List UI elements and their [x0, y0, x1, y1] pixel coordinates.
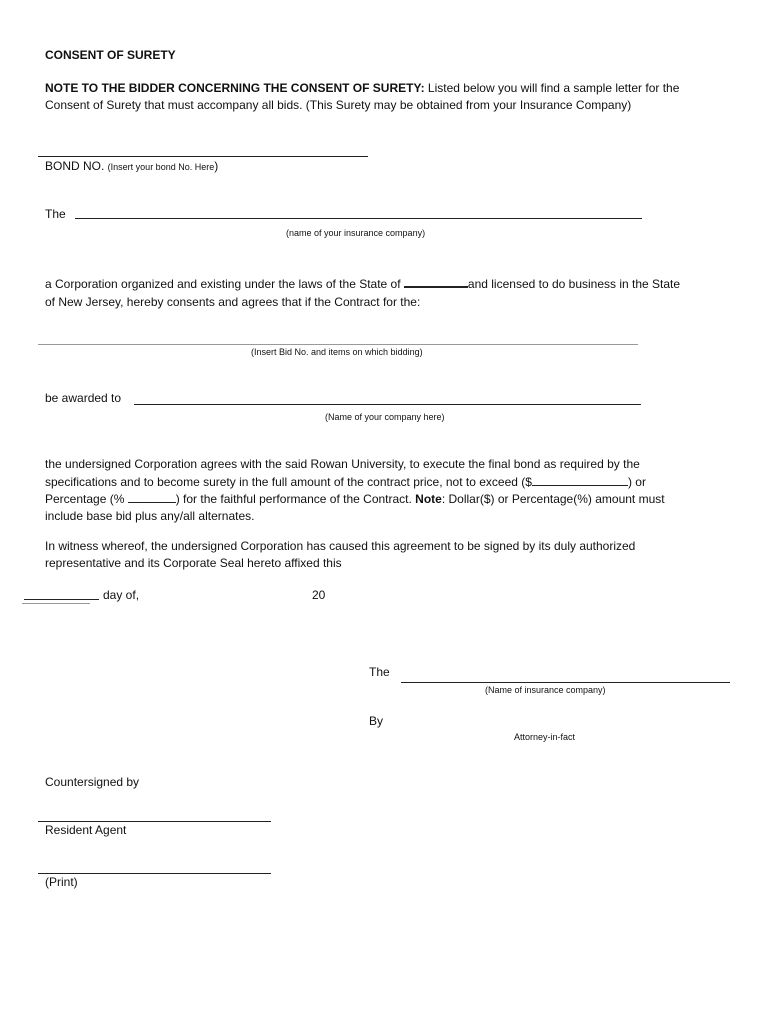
- signature-insurance-line[interactable]: [401, 682, 730, 683]
- agreement-line-4: include base bid plus any/all alternates.: [45, 509, 255, 523]
- bond-hint: (Insert your bond No. Here: [107, 162, 215, 172]
- state-blank[interactable]: [404, 274, 468, 288]
- day-blank-underline: [22, 603, 90, 604]
- corporation-line-1: a Corporation organized and existing under the laws of the State of and licensed to do business in the State: [45, 274, 680, 293]
- by-label: By: [369, 714, 384, 728]
- witness-line-1: In witness whereof, the undersigned Corporation has caused this agreement to be signed by its duly authorized: [45, 539, 636, 553]
- signature-the-label: The: [369, 665, 390, 679]
- bond-number-line[interactable]: [38, 156, 368, 157]
- note-heading: NOTE TO THE BIDDER CONCERNING THE CONSENT OF SURETY:: [45, 81, 425, 95]
- bond-label: BOND NO.: [45, 159, 108, 173]
- attorney-in-fact-label: Attorney-in-fact: [514, 732, 576, 742]
- note-label: Note: [415, 492, 442, 506]
- bid-line[interactable]: [38, 344, 638, 345]
- resident-agent-label: Resident Agent: [45, 823, 127, 837]
- insurance-company-line[interactable]: [75, 218, 642, 219]
- the-label: The: [45, 207, 66, 221]
- year-label: 20: [312, 588, 326, 602]
- signature-insurance-hint: (Name of insurance company): [485, 685, 606, 695]
- agreement-line-2: specifications and to become surety in the full amount of the contract price, not to exceed ($ ) or: [45, 475, 646, 489]
- countersigned-label: Countersigned by: [45, 775, 140, 789]
- day-blank[interactable]: [24, 599, 99, 600]
- dollar-amount-blank[interactable]: [532, 473, 628, 486]
- day-of-label: day of,: [103, 588, 140, 602]
- corporation-line-2: of New Jersey, hereby consents and agrees that if the Contract for the:: [45, 295, 421, 309]
- witness-line-2: representative and its Corporate Seal hereto affixed this: [45, 556, 342, 570]
- bid-hint: (Insert Bid No. and items on which bidding): [251, 347, 423, 357]
- awarded-company-hint: (Name of your company here): [325, 412, 445, 422]
- awarded-label: be awarded to: [45, 391, 122, 405]
- agreement-line-1: the undersigned Corporation agrees with the said Rowan University, to execute the final bond as required by the: [45, 457, 640, 471]
- note-paragraph: [45, 80, 725, 114]
- insurance-company-hint: (name of your insurance company): [286, 228, 426, 238]
- bond-number-field: BOND NO. (Insert your bond No. Here): [45, 159, 219, 173]
- document-title: CONSENT OF SURETY: [45, 48, 176, 62]
- awarded-company-line[interactable]: [134, 404, 641, 405]
- agreement-line-3: Percentage (% ) for the faithful performance of the Contract. Note: Dollar($) or Percentage(%) amount must: [45, 492, 665, 506]
- note-text: Listed below you will find a sample letter for the Consent of Surety that must accompany all bids. (This Surety may be obtained from your Insurance Company): [45, 81, 680, 112]
- percentage-blank[interactable]: [128, 490, 176, 503]
- print-label: (Print): [45, 875, 78, 889]
